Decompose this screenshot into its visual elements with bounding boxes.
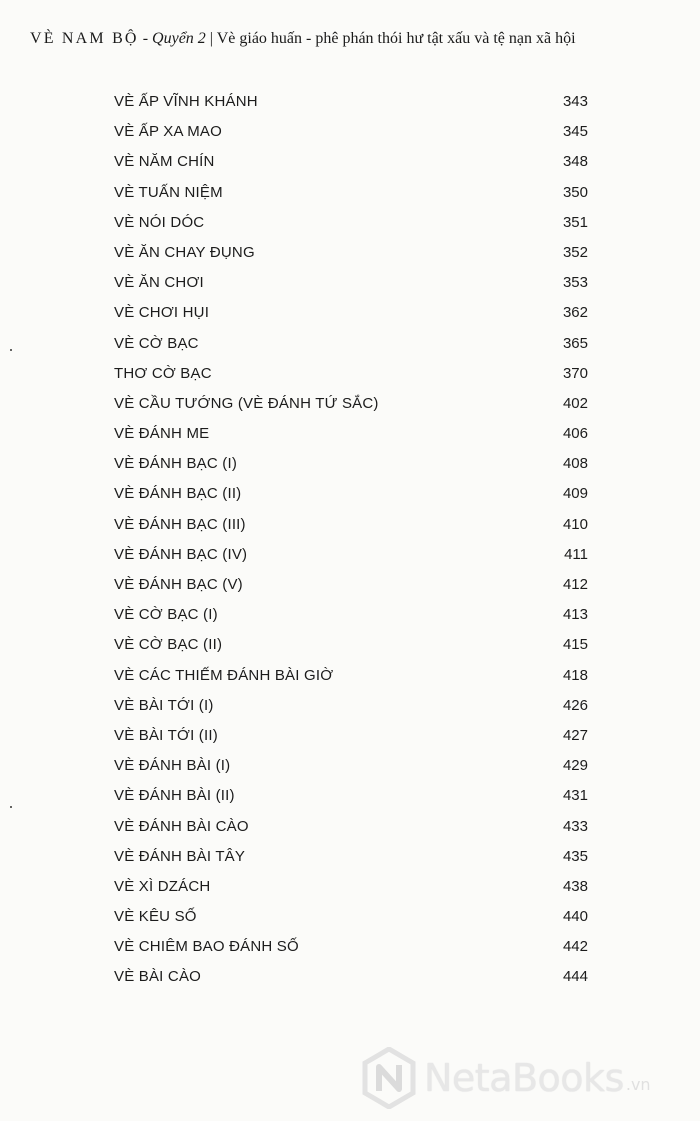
toc-entry-page: 410 (562, 515, 588, 533)
toc-entry (0, 328, 700, 358)
toc-entry-page: 370 (562, 364, 588, 382)
toc-entry-title: VÈ ĐÁNH ME (114, 425, 210, 443)
toc-entry (0, 720, 700, 750)
toc-entry (0, 146, 700, 176)
toc-entry (0, 358, 700, 388)
toc-entry-title: VÈ CHƠI HỤI (114, 304, 210, 322)
toc-entry (0, 237, 700, 267)
toc-entry-title: VÈ TUẤN NIỆM (114, 183, 223, 201)
toc-entry-page: 426 (562, 696, 588, 714)
toc-entry-page: 402 (562, 394, 588, 412)
toc-entry (0, 448, 700, 478)
toc-entry-page: 412 (562, 576, 588, 593)
toc-entry-title: VÈ BÀI CÀO (114, 968, 202, 986)
toc-entry-page: 442 (562, 938, 588, 956)
toc-entry-title: THƠ CỜ BẠC (114, 364, 212, 382)
toc-entry-page: 409 (562, 485, 588, 503)
toc-entry (0, 388, 700, 418)
toc-entry (0, 86, 700, 116)
toc-entry-page: 411 (564, 545, 588, 563)
toc-entry-page: 438 (562, 877, 588, 895)
toc-entry-page: 429 (562, 757, 588, 775)
toc-entry (0, 811, 700, 841)
toc-entry-title: VÈ CÁC THIẾM ĐÁNH BÀI GIỜ (114, 666, 334, 684)
toc-entry-title: VÈ ĐÁNH BẠC (IV) (114, 545, 248, 563)
toc-entry-title: VÈ BÀI TỚI (II) (114, 726, 218, 744)
toc-entry-page: 408 (562, 455, 588, 473)
toc-entry-page: 351 (562, 213, 588, 231)
watermark-suffix: .vn (625, 1074, 651, 1094)
toc-entry-title: VÈ NĂM CHÍN (114, 153, 215, 171)
watermark (362, 1047, 651, 1109)
toc-entry-title: VÈ ĐÁNH BÀI TÂY (114, 847, 246, 865)
toc-entry-title: VÈ ĐÁNH BÀI CÀO (114, 817, 249, 835)
toc-entry-title: VÈ CHIÊM BAO ĐÁNH SỐ (114, 938, 299, 956)
toc-entry-page: 343 (562, 93, 588, 110)
toc-entry (0, 871, 700, 901)
toc-entry-page: 352 (562, 243, 588, 261)
toc-entry (0, 207, 700, 237)
toc-entry-page: 427 (562, 726, 588, 744)
toc-entry (0, 660, 700, 690)
table-of-contents (0, 86, 700, 992)
toc-entry (0, 478, 700, 508)
toc-entry (0, 418, 700, 448)
toc-entry-page: 413 (562, 606, 588, 624)
toc-entry-title: VÈ ĂN CHƠI (114, 274, 204, 292)
toc-entry-page: 365 (562, 334, 588, 352)
toc-entry (0, 750, 700, 780)
toc-entry-page: 345 (562, 123, 588, 141)
toc-entry-title: VÈ CỜ BẠC (I) (114, 606, 218, 624)
toc-entry (0, 569, 700, 599)
toc-entry (0, 267, 700, 297)
toc-entry (0, 901, 700, 931)
toc-entry-page: 435 (562, 847, 588, 865)
print-speck (10, 349, 12, 351)
toc-entry (0, 841, 700, 871)
toc-entry-page: 350 (562, 183, 588, 201)
toc-entry (0, 116, 700, 146)
toc-entry-title: VÈ ẤP VĨNH KHÁNH (114, 93, 258, 110)
toc-entry-title: VÈ ĐÁNH BÀI (I) (114, 757, 231, 775)
toc-entry (0, 780, 700, 810)
toc-entry-page: 348 (562, 153, 588, 171)
toc-entry-title: VÈ KÊU SỐ (114, 908, 197, 926)
toc-entry-title: VÈ ẤP XA MAO (114, 123, 223, 141)
toc-entry-title: VÈ CẦU TƯỚNG (VÈ ĐÁNH TỨ SẮC) (114, 394, 379, 412)
watermark-brand: NetaBooks (424, 1056, 624, 1100)
toc-entry-page: 353 (562, 274, 588, 292)
toc-entry (0, 297, 700, 327)
toc-entry (0, 177, 700, 207)
toc-entry (0, 599, 700, 629)
toc-entry-title: VÈ CỜ BẠC (II) (114, 636, 223, 654)
toc-entry-title: VÈ NÓI DÓC (114, 213, 205, 231)
toc-entry-page: 433 (562, 817, 588, 835)
toc-entry (0, 961, 700, 991)
toc-entry-title: VÈ ĐÁNH BẠC (II) (114, 485, 242, 503)
toc-entry (0, 931, 700, 961)
toc-entry-title: VÈ ĐÁNH BÀI (II) (114, 787, 235, 805)
toc-entry-page: 362 (562, 304, 588, 322)
netabooks-logo-icon (362, 1047, 416, 1109)
print-speck (10, 806, 12, 808)
header-separator: | (205, 30, 217, 47)
toc-entry (0, 629, 700, 659)
toc-entry-title: VÈ CỜ BẠC (114, 334, 199, 352)
toc-entry-title: VÈ XÌ DZÁCH (114, 877, 211, 895)
toc-entry-page: 406 (562, 425, 588, 443)
section-subtitle: Vè giáo huấn - phê phán thói hư tật xấu và tệ nạn xã hội (216, 30, 576, 47)
toc-entry-title: VÈ ĐÁNH BẠC (V) (114, 576, 243, 593)
toc-entry-page: 431 (562, 787, 588, 805)
volume-label: Quyển 2 (152, 30, 206, 47)
toc-entry-page: 440 (562, 908, 588, 926)
toc-entry-page: 444 (562, 968, 588, 986)
toc-entry (0, 509, 700, 539)
toc-entry (0, 690, 700, 720)
book-series-title: VÈ NAM BỘ (30, 30, 139, 47)
toc-entry-title: VÈ ĐÁNH BẠC (III) (114, 515, 246, 533)
toc-entry-page: 415 (562, 636, 588, 654)
running-header (30, 30, 576, 48)
toc-entry-title: VÈ ĂN CHAY ĐỤNG (114, 243, 255, 261)
toc-entry-page: 418 (562, 666, 588, 684)
header-dash: - (138, 30, 153, 47)
toc-entry-title: VÈ BÀI TỚI (I) (114, 696, 214, 714)
toc-entry-title: VÈ ĐÁNH BẠC (I) (114, 455, 238, 473)
toc-entry (0, 539, 700, 569)
